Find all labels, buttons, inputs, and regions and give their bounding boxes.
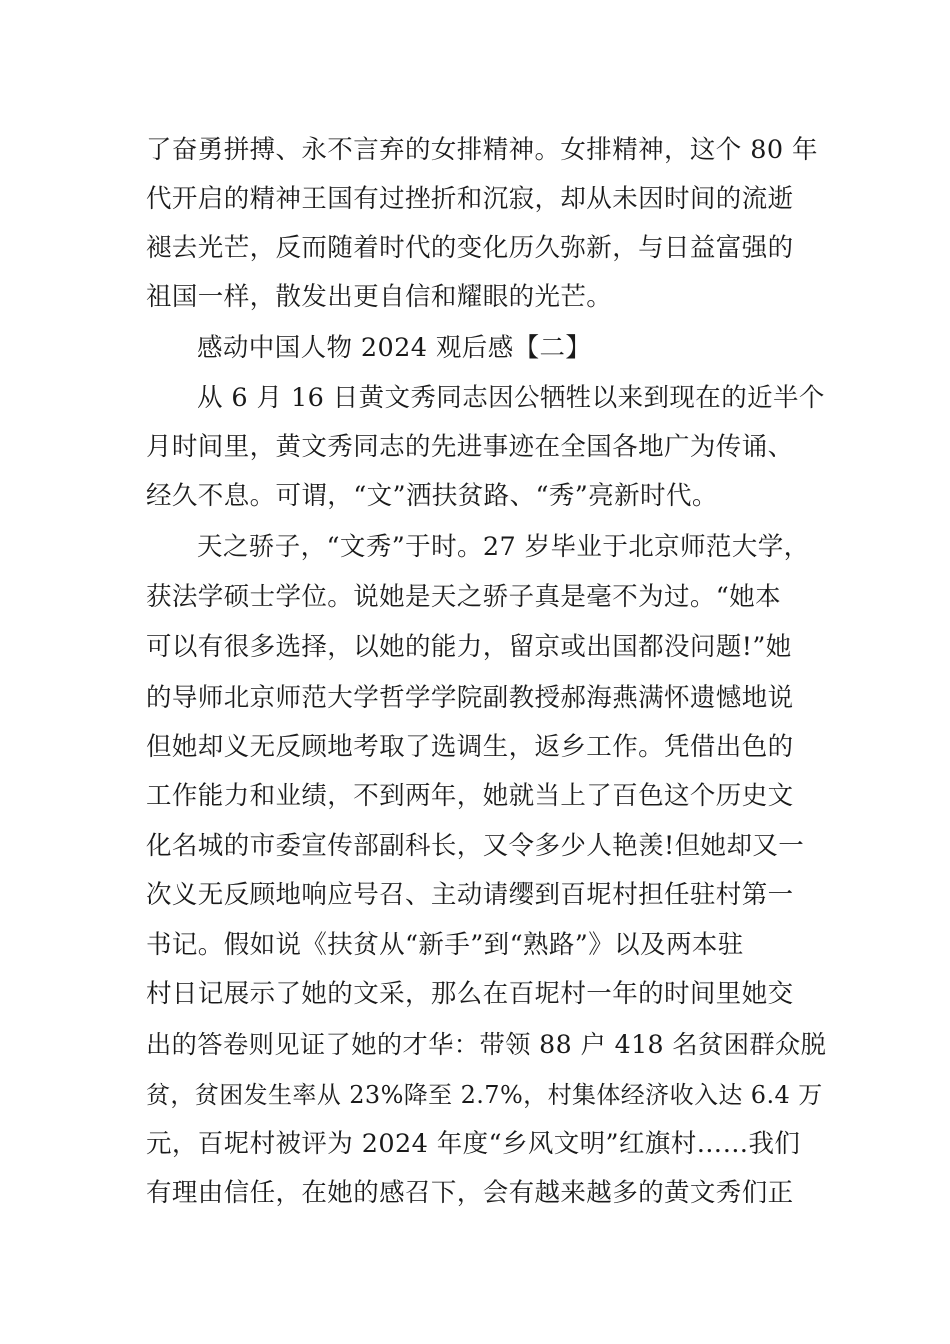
paragraph-line: 贫，贫困发生率从 23%降至 2.7%，村集体经济收入达 6.4 万 — [146, 1081, 823, 1109]
paragraph-line: 可以有很多选择，以她的能力，留京或出国都没问题!”她 — [146, 632, 792, 662]
paragraph-line: 村日记展示了她的文采，那么在百坭村一年的时间里她交 — [146, 979, 794, 1009]
paragraph-line: 的导师北京师范大学哲学学院副教授郝海燕满怀遗憾地说 — [146, 683, 794, 713]
paragraph-line: 获法学硕士学位。说她是天之骄子真是毫不为过。“她本 — [146, 582, 782, 612]
paragraph-line: 但她却义无反顾地考取了选调生，返乡工作。凭借出色的 — [146, 732, 794, 762]
paragraph-line: 经久不息。可谓，“文”洒扶贫路、“秀”亮新时代。 — [146, 481, 718, 511]
paragraph-line: 书记。假如说《扶贫从“新手”到“熟路”》以及两本驻 — [146, 930, 744, 960]
paragraph-line: 天之骄子，“文秀”于时。27 岁毕业于北京师范大学， — [197, 532, 810, 562]
paragraph-line: 代开启的精神王国有过挫折和沉寂，却从未因时间的流逝 — [146, 184, 794, 214]
paragraph-line: 了奋勇拼搏、永不言弃的女排精神。女排精神，这个 80 年 — [146, 135, 818, 165]
paragraph-line: 褪去光芒，反而随着时代的变化历久弥新，与日益富强的 — [146, 233, 794, 263]
paragraph-line: 从 6 月 16 日黄文秀同志因公牺牲以来到现在的近半个 — [197, 383, 825, 413]
paragraph-line: 月时间里，黄文秀同志的先进事迹在全国各地广为传诵、 — [146, 432, 794, 462]
section-heading: 感动中国人物 2024 观后感【二】 — [197, 333, 592, 363]
paragraph-line: 有理由信任，在她的感召下，会有越来越多的黄文秀们正 — [146, 1178, 794, 1208]
paragraph-line: 元，百坭村被评为 2024 年度“乡风文明”红旗村……我们 — [146, 1129, 801, 1159]
paragraph-line: 化名城的市委宣传部副科长，又令多少人艳羡!但她却又一 — [146, 831, 805, 861]
paragraph-line: 出的答卷则见证了她的才华：带领 88 户 418 名贫困群众脱 — [146, 1030, 827, 1059]
paragraph-line: 工作能力和业绩，不到两年，她就当上了百色这个历史文 — [146, 781, 794, 811]
paragraph-line: 祖国一样，散发出更自信和耀眼的光芒。 — [146, 282, 613, 312]
paragraph-line: 次义无反顾地响应号召、主动请缨到百坭村担任驻村第一 — [146, 880, 794, 910]
